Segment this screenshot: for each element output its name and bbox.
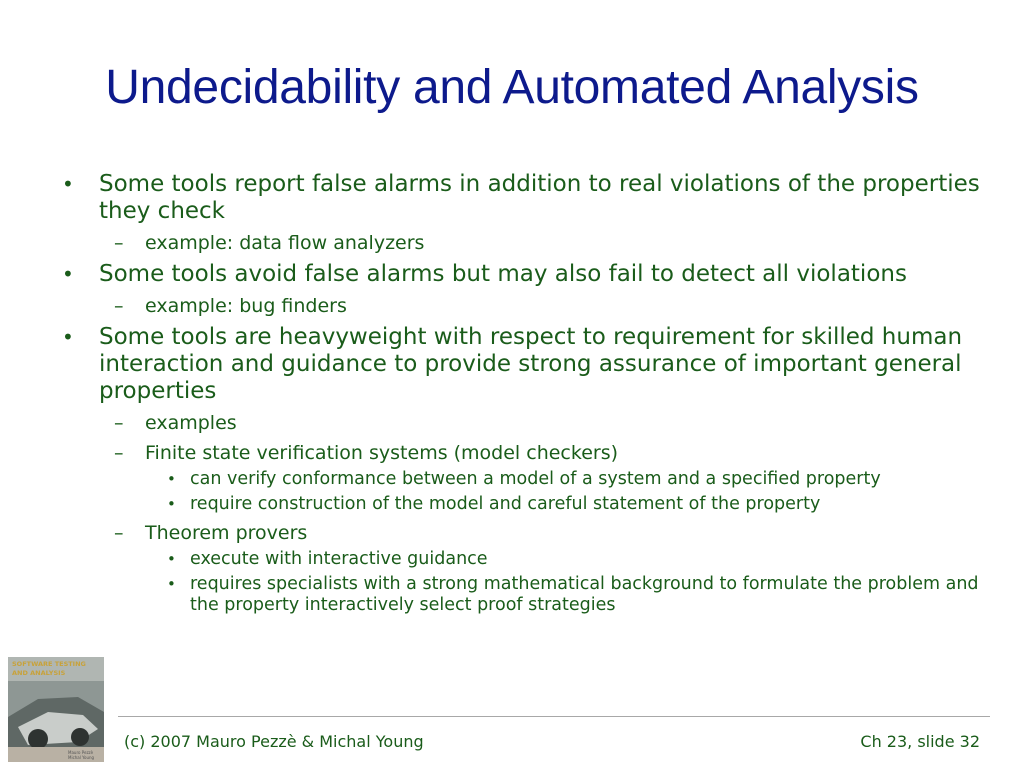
bullet-2 (62, 261, 982, 288)
bullet-dot-icon: • (167, 495, 176, 513)
sub-bullet-text: examples (145, 412, 237, 434)
bullet-dot-icon: • (167, 575, 176, 593)
dash-icon: – (114, 412, 124, 434)
book-cover-image (8, 657, 104, 762)
dash-icon: – (114, 522, 124, 544)
svg-text:SOFTWARE TESTING: SOFTWARE TESTING (12, 660, 86, 668)
sub-bullet (62, 295, 982, 318)
sub-bullet (62, 232, 982, 255)
bullet-text: Some tools report false alarms in addition to real violations of the properties they check (99, 171, 980, 224)
sub-sub-bullet-text: can verify conformance between a model of a system and a specified property (190, 469, 881, 489)
sub-sub-bullet-text: requires specialists with a strong mathematical background to formulate the problem and the property interactively select proof strategies (190, 574, 979, 615)
dash-icon: – (114, 295, 124, 317)
svg-text:AND ANALYSIS: AND ANALYSIS (12, 669, 66, 677)
footer-divider (118, 716, 990, 717)
book-cover-art (8, 657, 104, 762)
bullet-dot-icon: • (167, 550, 176, 568)
bullet-3 (62, 324, 982, 405)
sub-sub-bullet-text: require construction of the model and careful statement of the property (190, 494, 821, 514)
bullet-dot-icon: • (167, 470, 176, 488)
sub-sub-bullet (62, 494, 982, 515)
bullet-1 (62, 171, 982, 225)
sub-bullet (62, 522, 982, 545)
sub-sub-bullet (62, 574, 982, 616)
slide-title: Undecidability and Automated Analysis (105, 61, 919, 114)
sub-bullet-text: Theorem provers (145, 522, 308, 544)
sub-sub-bullet-text: execute with interactive guidance (190, 549, 488, 569)
bullet-dot-icon: • (62, 262, 74, 286)
dash-icon: – (114, 232, 124, 254)
svg-text:Michal Young: Michal Young (68, 755, 95, 760)
bullet-dot-icon: • (62, 325, 74, 349)
footer-slide-number: Ch 23, slide 32 (860, 732, 980, 751)
sub-bullet-text: example: data flow analyzers (145, 232, 425, 254)
sub-bullet (62, 442, 982, 465)
sub-sub-bullet (62, 549, 982, 570)
sub-bullet (62, 412, 982, 435)
svg-text:Mauro Pezzè: Mauro Pezzè (68, 750, 94, 755)
dash-icon: – (114, 442, 124, 464)
slide-body (62, 165, 982, 616)
sub-bullet-text: example: bug finders (145, 295, 347, 317)
sub-sub-bullet (62, 469, 982, 490)
footer-copyright: (c) 2007 Mauro Pezzè & Michal Young (124, 732, 424, 751)
bullet-text: Some tools are heavyweight with respect to requirement for skilled human interaction and guidance to provide strong assurance of important general properties (99, 324, 963, 404)
bullet-dot-icon: • (62, 172, 74, 196)
sub-bullet-text: Finite state verification systems (model checkers) (145, 442, 619, 464)
bullet-text: Some tools avoid false alarms but may also fail to detect all violations (99, 261, 907, 287)
